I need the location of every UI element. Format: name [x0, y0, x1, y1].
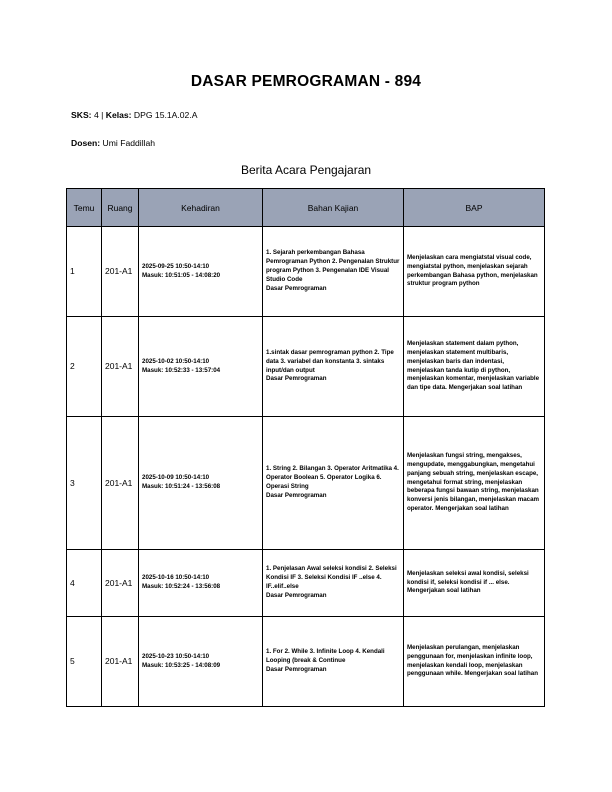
cell-ruang: 201-A1 [102, 550, 139, 617]
cell-kehadiran [139, 317, 263, 417]
attendance-text: Masuk: 10:52:24 - 13:56:08 [142, 583, 221, 590]
topic-text: 1. For 2. While 3. Infinite Loop 4. Kendali Looping (break & Continue [266, 648, 385, 664]
sks-label: SKS: [71, 110, 92, 120]
col-header-bap: BAP [404, 189, 545, 227]
cell-bap: Menjelaskan fungsi string, mengakses, mengupdate, menggabungkan, mengetahui panjang sebuah string, menjelaskan escape, mengetahui format string, menjelaskan beberapa fungsi bawaan string, menjelaskan konversi jenis bilangan, menjelaskan macam operator. Mengerjakan soal latihan [404, 417, 545, 550]
course-info [71, 110, 197, 120]
kelas-label: Kelas: [105, 110, 132, 120]
separator: | [101, 110, 104, 120]
schedule-text: 2025-10-16 10:50-14:10 [142, 574, 210, 582]
cell-temu: 2 [67, 317, 102, 417]
cell-ruang: 201-A1 [102, 227, 139, 317]
topic-text: 1.sintak dasar pemrograman python 2. Tipe data 3. variabel dan konstanta 3. sintaks input/dan output [266, 348, 394, 374]
cell-bahan-kajian [263, 617, 404, 707]
cell-bap: Menjelaskan cara mengiatstal visual code, mengiatstal python, menjelaskan sejarah perkembangan Bahasa python, menjelaskan struktur program python [404, 227, 545, 317]
table-row [67, 550, 545, 617]
attendance-text: Masuk: 10:52:33 - 13:57:04 [142, 366, 221, 374]
topic-text: 1. Penjelasan Awal seleksi kondisi 2. Seleksi Kondisi IF 3. Seleksi Kondisi IF ..else 4. IF..elif..else [266, 565, 397, 590]
course-name: Dasar Pemrograman [266, 375, 327, 383]
attendance-text: Masuk: 10:53:25 - 14:08:09 [142, 661, 221, 669]
cell-ruang: 201-A1 [102, 317, 139, 417]
cell-bahan-kajian [263, 317, 404, 417]
cell-bap: Menjelaskan perulangan, menjelaskan penggunaan for, menjelaskan infinite loop, menjelaskan kendali loop, menjelaskan penggunaan while. Mengerjakan soal latihan [404, 617, 545, 707]
col-header-kehadiran: Kehadiran [139, 189, 263, 227]
bap-table [66, 188, 545, 707]
page-title: DASAR PEMROGRAMAN - 894 [190, 73, 422, 90]
cell-bahan-kajian [263, 550, 404, 617]
course-name: Dasar Pemrograman [266, 591, 327, 599]
col-header-temu: Temu [67, 189, 102, 227]
cell-bahan-kajian [263, 417, 404, 550]
section-title: Berita Acara Pengajaran [240, 163, 372, 177]
schedule-text: 2025-09-25 10:50-14:10 [142, 262, 210, 270]
topic-text: 1. String 2. Bilangan 3. Operator Aritmatika 4. Operator Boolean 5. Operator Logika 6. Operasi String [266, 465, 399, 490]
course-name: Dasar Pemrograman [266, 284, 327, 292]
schedule-text: 2025-10-02 10:50-14:10 [142, 357, 210, 365]
cell-bap: Menjelaskan statement dalam python, menjelaskan statement multibaris, menjelaskan baris dan indentasi, menjelaskan tanda kutip di python, menjelaskan komentar, menjelaskan variable dan tipe data. Mengerjakan soal latihan [404, 317, 545, 417]
col-header-bahan-kajian: Bahan Kajian [263, 189, 404, 227]
table-row [67, 227, 545, 317]
cell-kehadiran [139, 617, 263, 707]
schedule-text: 2025-10-09 10:50-14:10 [142, 474, 210, 482]
course-name: Dasar Pemrograman [266, 491, 327, 499]
lecturer-info [71, 138, 155, 148]
table-header-row [67, 189, 545, 227]
dosen-value: Umi Faddillah [102, 138, 156, 148]
cell-ruang: 201-A1 [102, 417, 139, 550]
cell-bahan-kajian [263, 227, 404, 317]
table-row [67, 417, 545, 550]
cell-ruang: 201-A1 [102, 617, 139, 707]
topic-text: 1. Sejarah perkembangan Bahasa Pemrograman Python 2. Pengenalan Struktur program Python 3. Pengenalan IDE Visual Studio Code [266, 249, 400, 283]
cell-bap: Menjelaskan seleksi awal kondisi, seleksi kondisi if, seleksi kondisi if ... else. Mengerjakan soal latihan [404, 550, 545, 617]
course-name: Dasar Pemrograman [266, 665, 327, 673]
cell-temu: 5 [67, 617, 102, 707]
col-header-ruang: Ruang [102, 189, 139, 227]
cell-temu: 3 [67, 417, 102, 550]
cell-kehadiran [139, 417, 263, 550]
cell-kehadiran [139, 227, 263, 317]
table-row [67, 317, 545, 417]
cell-kehadiran [139, 550, 263, 617]
attendance-text: Masuk: 10:51:05 - 14:08:20 [142, 271, 221, 279]
schedule-text: 2025-10-23 10:50-14:10 [142, 652, 210, 660]
attendance-text: Masuk: 10:51:24 - 13:56:08 [142, 483, 221, 490]
cell-temu: 1 [67, 227, 102, 317]
cell-temu: 4 [67, 550, 102, 617]
kelas-value: DPG 15.1A.02.A [133, 110, 198, 120]
sks-value: 4 [93, 110, 99, 120]
table-row [67, 617, 545, 707]
dosen-label: Dosen: [71, 138, 101, 148]
